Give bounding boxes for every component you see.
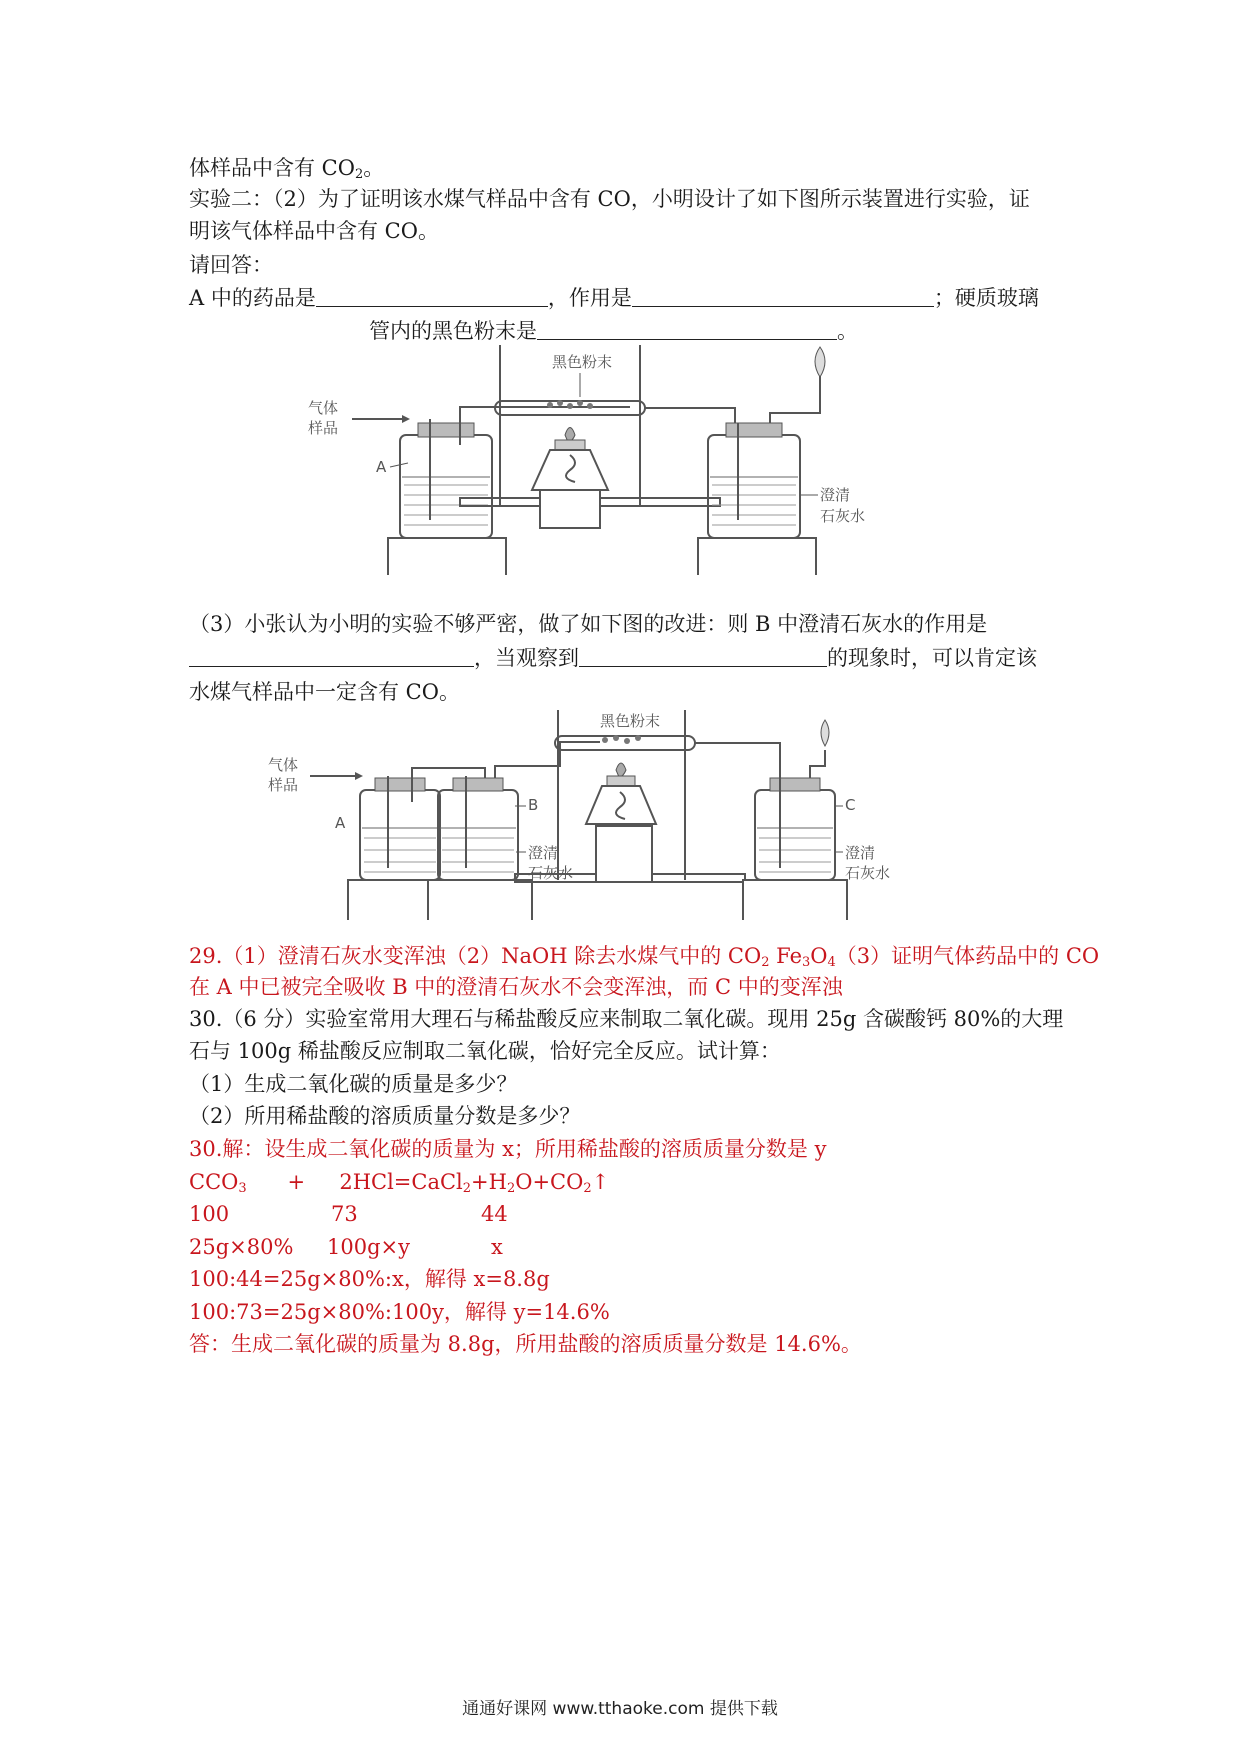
question-line: 石与 100g 稀盐酸反应制取二氧化碳，恰好完全反应。试计算： [189,1039,781,1063]
limewater-label: 澄清 [845,844,876,862]
label-b: B [528,796,539,814]
question-line: （2）所用稀盐酸的溶质质量分数是多少？ [189,1104,581,1128]
text-line: 实验二：（2）为了证明该水煤气样品中含有 CO，小明设计了如下图所示装置进行实验，证 [189,187,1030,211]
limewater-label: 石灰水 [820,507,866,525]
limewater-label: 石灰水 [845,864,891,882]
solution-line: 答：生成二氧化碳的质量为 8.8g，所用盐酸的溶质质量分数是 14.6%。 [189,1332,862,1356]
powder-label: 黑色粉末 [552,353,613,371]
answer-blank[interactable] [316,286,548,307]
text-line: （3）小张认为小明的实验不够严密，做了如下图的改进：则 B 中澄清石灰水的作用是 [189,612,988,636]
text-line: 请回答： [189,253,273,277]
label-a: A [376,458,387,476]
solution-line: 100:73=25g×80%:100y，解得 y=14.6% [189,1300,610,1324]
alcohol-lamp [532,428,608,529]
answer-blank[interactable] [189,646,474,667]
gas-label: 样品 [268,776,299,794]
page-footer: 通通好课网 www.tthaoke.com 提供下载 [462,1699,778,1719]
solution-line: 30.解：设生成二氧化碳的质量为 x；所用稀盐酸的溶质质量分数是 y [189,1137,827,1161]
bottle-b [428,776,532,920]
text-line: 明该气体样品中含有 CO。 [189,219,439,243]
answer-blank[interactable] [579,646,827,667]
text-line: A 中的药品是 ，作用是 ；硬质玻璃 [189,286,1039,310]
bottle-c [743,778,847,920]
limewater-label: 澄清 [528,844,559,862]
gas-label: 气体 [268,756,299,774]
apparatus-figure-2 [260,710,1000,920]
powder-label: 黑色粉末 [600,712,661,730]
limewater-label: 澄清 [820,486,851,504]
question-line: （1）生成二氧化碳的质量是多少？ [189,1072,518,1096]
label-a: A [335,814,346,832]
alcohol-lamp [586,763,656,882]
answer-line: 29.（1）澄清石灰水变浑浊（2）NaOH 除去水煤气中的 $CO_2$ $Fe_3O_4(3)$证明气体药品中的 CO [189,944,1100,970]
answer-blank[interactable] [537,319,837,340]
answer-line: 在 A 中已被完全吸收 B 中的澄清石灰水不会变浑浊，而 C 中的变浑浊 [189,975,843,999]
label-c: C [845,796,856,814]
text-line: ，当观察到 的现象时，可以肯定该 [189,644,1037,672]
text-line: 水煤气样品中一定含有 CO。 [189,680,460,704]
solution-line: 100:44=25g×80%:x，解得 x=8.8g [189,1267,550,1291]
gas-label: 气体 [308,399,339,417]
text-line: 管内的黑色粉末是 。 [369,319,858,343]
limewater-label: 石灰水 [528,864,574,882]
equation-line: $CCO_3$ + $2HCl=CaCl_2+H_2O+CO_2↑$ [189,1170,610,1196]
apparatus-figure-1 [290,345,970,575]
question-line: 30.（6 分）实验室常用大理石与稀盐酸反应来制取二氧化碳。现用 25g 含碳酸钙 80%的大理 [189,1007,1064,1031]
gas-label: 样品 [308,419,339,437]
text-line: 体样品中含有 $CO_2$。 [189,156,385,182]
answer-blank[interactable] [632,286,934,307]
